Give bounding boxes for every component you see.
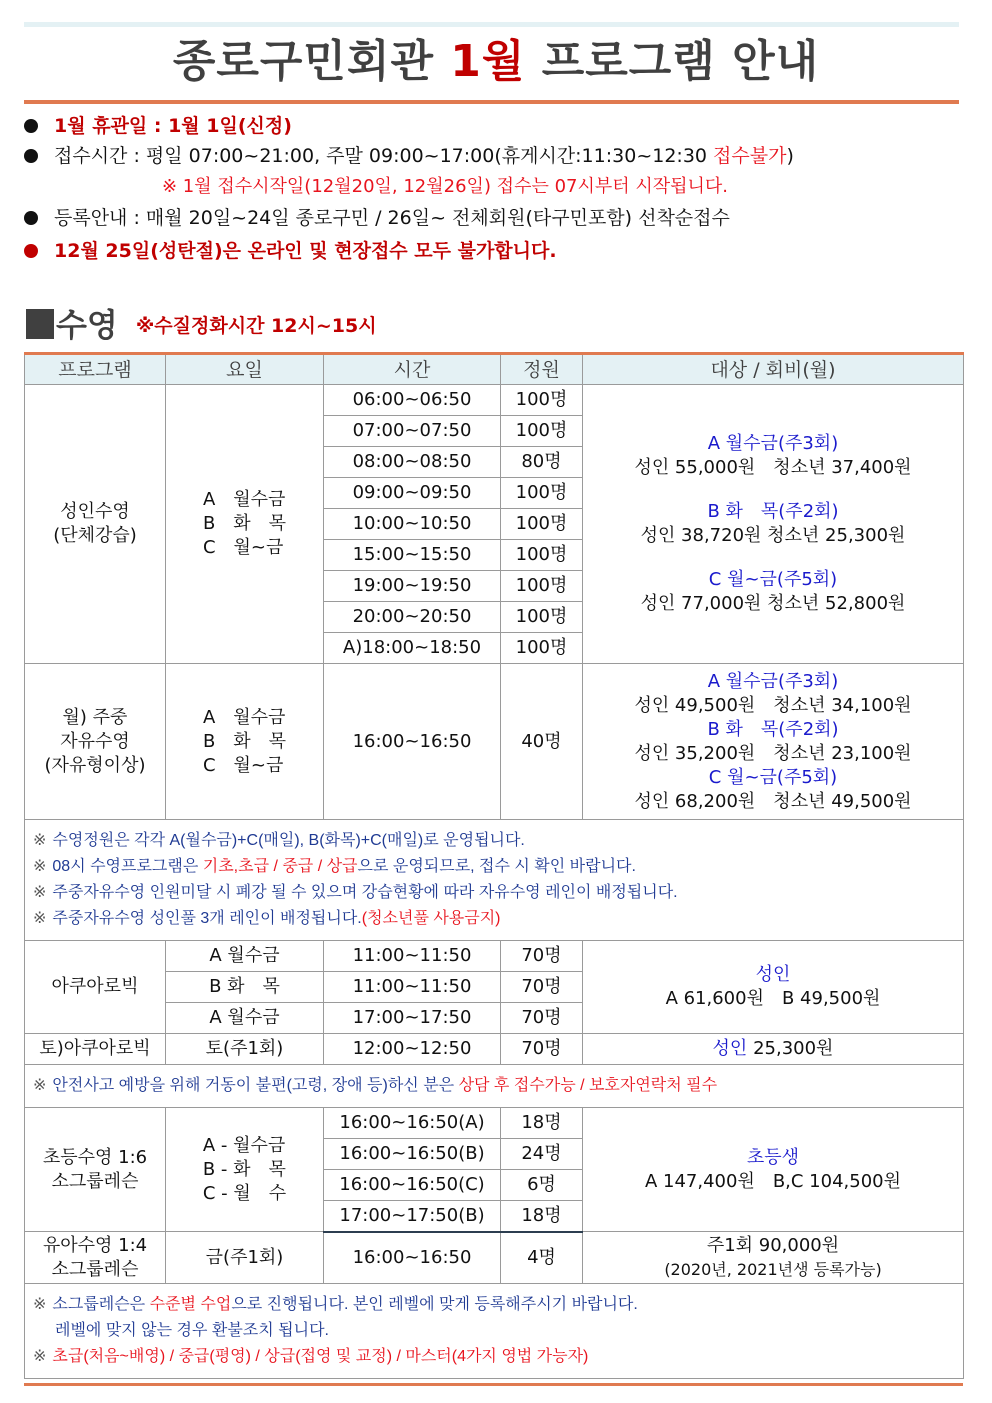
program-adult-swim: 성인수영 (단체강습): [25, 385, 166, 664]
capacity-cell: 6명: [501, 1170, 583, 1201]
table-row: [25, 1065, 964, 1108]
header-capacity: 정원: [501, 354, 583, 385]
capacity-cell: 100명: [501, 509, 583, 540]
days-free-swim: A 월수금 B 화 목 C 월~금: [166, 664, 324, 820]
time-cell: 16:00~16:50(C): [324, 1170, 501, 1201]
note-line: ※ 08시 수영프로그램은 기초,초급 / 중급 / 상급으로 운영되므로, 접수 시 확인 바랍니다.: [33, 858, 636, 875]
note-line: ※ 주중자유수영 성인풀 3개 레인이 배정됩니다.(청소년풀 사용금지): [33, 910, 501, 927]
bullet-icon: [24, 211, 38, 225]
fee-aqua: 성인 A 61,600원 B 49,500원: [583, 941, 964, 1034]
program-elementary: 초등수영 1:6 소그룹레슨: [25, 1108, 166, 1232]
capacity-cell: 18명: [501, 1201, 583, 1232]
capacity-cell: 100명: [501, 540, 583, 571]
lesson-notes: [25, 1284, 964, 1379]
capacity-cell: 100명: [501, 571, 583, 602]
time-cell: 17:00~17:50(B): [324, 1201, 501, 1232]
days-cell: B 화 목: [166, 972, 324, 1003]
note-line: ※ 소그룹레슨은 수준별 수업으로 진행됩니다. 본인 레벨에 맞게 등록해주시기 바랍니다.: [33, 1296, 638, 1313]
capacity-cell: 100명: [501, 478, 583, 509]
table-row: [25, 941, 964, 972]
fee-elementary: 초등생 A 147,400원 B,C 104,500원: [583, 1108, 964, 1232]
fee-free-swim: A 월수금(주3회) 성인 49,500원 청소년 34,100원 B 화 목(주2회) 성인 35,200원 청소년 23,100원 C 월~금(주5회) 성인 68,200원 청소년 49,500원: [583, 664, 964, 820]
title-month: 1월: [450, 36, 526, 87]
days-cell: 금(주1회): [166, 1232, 324, 1284]
top-divider: [24, 22, 959, 27]
program-toddler: 유아수영 1:4 소그룹레슨: [25, 1232, 166, 1284]
bullet-icon: [24, 244, 38, 258]
capacity-cell: 100명: [501, 416, 583, 447]
days-adult-swim: A 월수금 B 화 목 C 월~금: [166, 385, 324, 664]
bullet-icon: [24, 119, 38, 133]
days-cell: 토(주1회): [166, 1034, 324, 1065]
time-cell: 09:00~09:50: [324, 478, 501, 509]
program-sat-aqua: 토)아쿠아로빅: [25, 1034, 166, 1065]
program-aqua: 아쿠아로빅: [25, 941, 166, 1034]
notice-start-time: ※ 1월 접수시작일(12월20일, 12월26일) 접수는 07시부터 시작됩니다.: [162, 176, 729, 197]
days-cell: A 월수금: [166, 1003, 324, 1034]
time-cell: 12:00~12:50: [324, 1034, 501, 1065]
table-row: [25, 1284, 964, 1379]
days-elementary: A - 월수금 B - 화 목 C - 월 수: [166, 1108, 324, 1232]
time-cell: 20:00~20:50: [324, 602, 501, 633]
time-cell: 19:00~19:50: [324, 571, 501, 602]
note-line: ※ 주중자유수영 인원미달 시 폐강 될 수 있으며 강습현황에 따라 자유수영 레인이 배정됩니다.: [33, 884, 678, 901]
note-line: 레벨에 맞지 않는 경우 환불조치 됩니다.: [55, 1322, 329, 1339]
bottom-divider: [24, 1383, 963, 1386]
note-line: ※ 초급(처음~배영) / 중급(평영) / 상급(접영 및 교정) / 마스터(4가지 영법 가능자): [33, 1348, 589, 1365]
time-cell: 11:00~11:50: [324, 972, 501, 1003]
table-row: [25, 385, 964, 416]
notice-christmas: 12월 25일(성탄절)은 온라인 및 현장접수 모두 불가합니다.: [24, 236, 964, 266]
days-cell: A 월수금: [166, 941, 324, 972]
table-row: [25, 820, 964, 941]
time-cell: 07:00~07:50: [324, 416, 501, 447]
capacity-cell: 100명: [501, 633, 583, 664]
capacity-cell: 70명: [501, 972, 583, 1003]
title-suffix: 프로그램 안내: [541, 36, 820, 87]
safety-note: ※ 안전사고 예방을 위해 거동이 불편(고령, 장애 등)하신 분은 상담 후 접수가능 / 보호자연락처 필수: [25, 1065, 964, 1108]
capacity-cell: 40명: [501, 664, 583, 820]
time-cell: 06:00~06:50: [324, 385, 501, 416]
title-underline: [24, 100, 959, 104]
fee-toddler: 주1회 90,000원 (2020년, 2021년생 등록가능): [583, 1232, 964, 1284]
notice-closed-day: 1월 휴관일 : 1월 1일(신정): [24, 111, 964, 141]
page-title: [0, 30, 992, 94]
time-cell: 16:00~16:50: [324, 1232, 501, 1284]
table-row: [25, 1108, 964, 1139]
header-days: 요일: [166, 354, 324, 385]
time-cell: 15:00~15:50: [324, 540, 501, 571]
swim-notes: [25, 820, 964, 941]
square-bullet-icon: [26, 309, 54, 339]
time-cell: 16:00~16:50(A): [324, 1108, 501, 1139]
capacity-cell: 100명: [501, 385, 583, 416]
notice-reception-hours: 접수시간 : 평일 07:00~21:00, 주말 09:00~17:00(휴게시간:11:30~12:30 접수불가): [24, 141, 964, 171]
bullet-icon: [24, 149, 38, 163]
capacity-cell: 100명: [501, 602, 583, 633]
time-cell: 11:00~11:50: [324, 941, 501, 972]
fee-sat-aqua: 성인 25,300원: [583, 1034, 964, 1065]
capacity-cell: 70명: [501, 1003, 583, 1034]
capacity-cell: 18명: [501, 1108, 583, 1139]
capacity-cell: 24명: [501, 1139, 583, 1170]
table-row: [25, 1232, 964, 1284]
time-cell: 10:00~10:50: [324, 509, 501, 540]
header-program: 프로그램: [25, 354, 166, 385]
capacity-cell: 4명: [501, 1232, 583, 1284]
time-cell: A)18:00~18:50: [324, 633, 501, 664]
time-cell: 16:00~16:50: [324, 664, 501, 820]
capacity-cell: 70명: [501, 941, 583, 972]
program-table: [24, 352, 964, 1379]
fee-adult-swim: A 월수금(주3회) 성인 55,000원 청소년 37,400원 B 화 목(주2회) 성인 38,720원 청소년 25,300원 C 월~금(주5회) 성인 77,000원 청소년 52,800원: [583, 385, 964, 664]
header-time: 시간: [324, 354, 501, 385]
title-prefix: 종로구민회관: [172, 36, 434, 87]
time-cell: 16:00~16:50(B): [324, 1139, 501, 1170]
water-purification-note: ※수질정화시간 12시~15시: [135, 315, 377, 337]
section-heading-swim: 수영 $^{※수질정화시간 12시\sim 15시}$: [26, 300, 377, 346]
table-row: [25, 664, 964, 820]
note-line: ※ 수영정원은 각각 A(월수금)+C(매일), B(화목)+C(매일)로 운영됩니다.: [33, 832, 525, 849]
time-cell: 08:00~08:50: [324, 447, 501, 478]
table-row: [25, 1034, 964, 1065]
notice-registration: 등록안내 : 매월 20일~24일 종로구민 / 26일~ 전체회원(타구민포함) 선착순접수: [24, 203, 964, 233]
program-free-swim: 월) 주중 자유수영 (자유형이상): [25, 664, 166, 820]
time-cell: 17:00~17:50: [324, 1003, 501, 1034]
header-fee: 대상 / 회비(월): [583, 354, 964, 385]
capacity-cell: 70명: [501, 1034, 583, 1065]
capacity-cell: 80명: [501, 447, 583, 478]
